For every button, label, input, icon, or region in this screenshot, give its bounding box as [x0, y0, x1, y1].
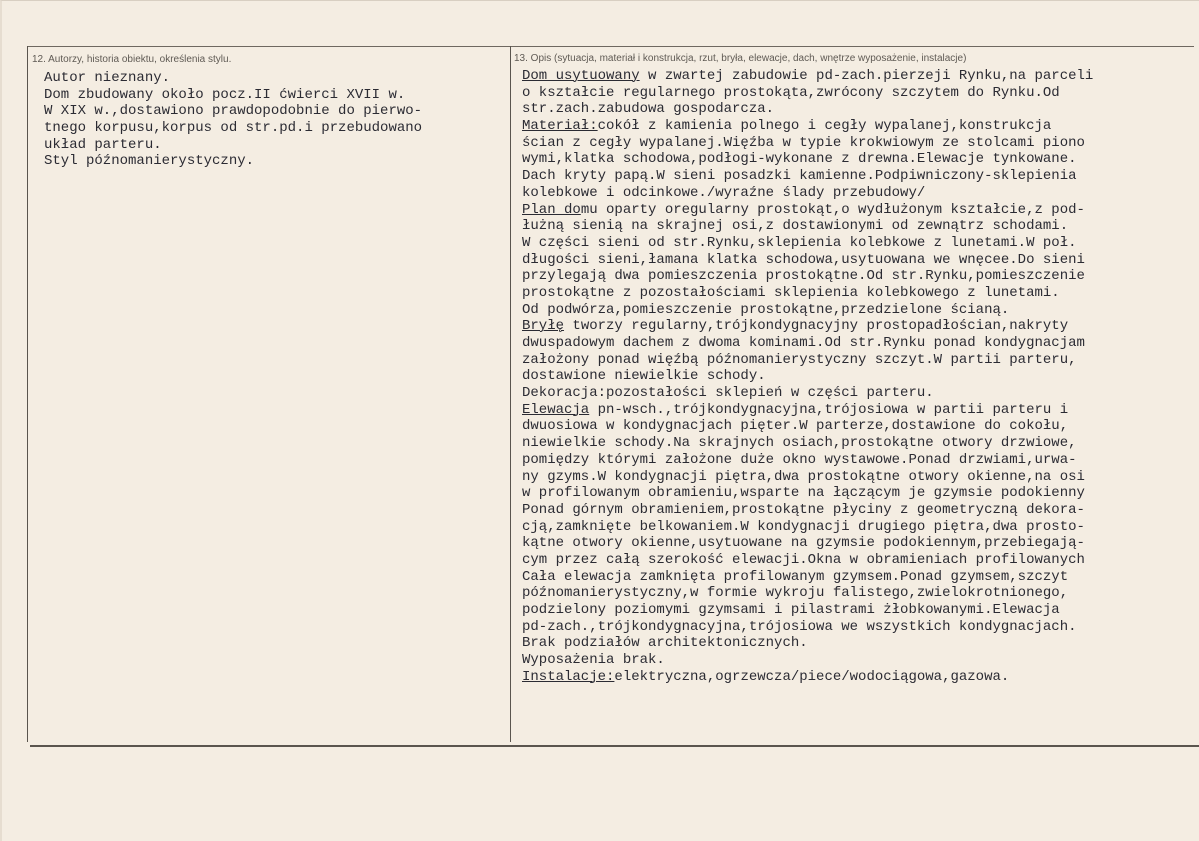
description-line — [522, 135, 1093, 152]
description-line — [522, 235, 1093, 252]
description-line-text: przylegają dwa pomieszczenia prostokątne.Od str.Rynku,pomieszczenie — [522, 268, 1085, 285]
description-line — [522, 185, 1093, 202]
description-line — [522, 118, 1093, 135]
description-line-text: cokół z kamienia polnego i cegły wypalanej,konstrukcja — [597, 118, 1052, 135]
description-line-text: prostokątne z pozostałościami sklepienia kolebkowego z lunetami. — [522, 284, 1060, 301]
description-line — [522, 502, 1093, 519]
description-line — [522, 85, 1093, 102]
description-line — [522, 635, 1093, 652]
section-13-caption: 13. Opis (sytuacja, materiał i konstrukcja, rzut, bryła, elewacje, dach, wnętrze wyposażenie, instalacje) — [514, 53, 967, 64]
description-line-text: Cała elewacja zamknięta profilowanym gzymsem.Ponad gzymsem,szczyt — [522, 568, 1069, 585]
description-line — [522, 335, 1093, 352]
history-line: układ parteru. — [44, 136, 162, 153]
history-line: Dom zbudowany około pocz.II ćwierci XVII w. — [44, 86, 406, 103]
description-line-text: kolebkowe i odcinkowe./wyraźne ślady przebudowy/ — [522, 184, 926, 201]
description-line-text: kątne otwory okienne,usytuowane na gzymsie podokiennym,przebiegają- — [522, 535, 1085, 552]
description-line — [522, 485, 1093, 502]
description-line-text: dwuspadowym dachem z dwoma kominami.Od str.Rynku ponad kondygnacjam — [522, 335, 1085, 351]
description-line — [522, 435, 1093, 452]
description-line — [522, 619, 1093, 636]
description-line-text: założony ponad więźbą późnomanierystyczny szczyt.W partii parteru, — [522, 351, 1077, 368]
history-line: W XIX w.,dostawiono prawdopodobnie do pierwo- — [44, 103, 423, 120]
description-line-text: elektryczna,ogrzewcza/piece/wodociągowa,gazowa. — [614, 668, 1010, 685]
description-line-text: Dekoracja:pozostałości sklepień w części parteru. — [522, 385, 934, 402]
description-line-text: pn-wsch.,trójkondygnacyjna,trójosiowa w partii parteru i — [589, 401, 1069, 418]
description-line-text: w profilowanym obramieniu,wsparte na łączącym je gzymsie podokienny — [522, 485, 1085, 502]
description-line — [522, 252, 1093, 269]
section-12-caption: 12. Autorzy, historia obiektu, określenia stylu. — [32, 54, 232, 65]
underlined-heading: Materiał: — [522, 118, 598, 135]
underlined-heading: Bryłę — [522, 318, 565, 335]
description-line — [522, 669, 1093, 686]
description-line-text: Brak podziałów architektonicznych. — [522, 635, 808, 652]
description-line — [522, 652, 1093, 669]
description-line — [522, 202, 1093, 219]
description-line — [522, 585, 1093, 602]
description-line-text: str.zach.zabudowa gospodarcza. — [522, 101, 775, 118]
top-rule — [28, 46, 1194, 47]
description-line-text: późnomanierystyczny,w formie wykroju falistego,zwielokrotnionego, — [522, 585, 1069, 602]
description-line — [522, 569, 1093, 586]
description-line — [522, 402, 1093, 419]
description-line — [522, 519, 1093, 536]
description-line-text: ny gzyms.W kondygnacji piętra,dwa prostokątne otwory okienne,na osi — [522, 468, 1085, 485]
history-line: Autor nieznany. — [44, 70, 171, 86]
description-line-text: Wyposażenia brak. — [522, 652, 665, 669]
description-line — [522, 68, 1093, 85]
underlined-heading: Plan do — [522, 201, 581, 218]
underlined-heading: Dom usytuowany — [522, 68, 640, 84]
description-line — [522, 352, 1093, 369]
description-line — [522, 552, 1093, 569]
description-line — [522, 368, 1093, 385]
description-line-text: cym przez całą szerokość elewacji.Okna w obramieniach profilowanych — [522, 551, 1085, 568]
description-line-text: łużną sienią na skrajnej osi,z dostawionymi od zewnątrz schodami. — [522, 218, 1069, 235]
description-line-text: podzielony poziomymi gzymsami i pilastrami żłobkowanymi.Elewacja — [522, 602, 1060, 618]
description-line — [522, 168, 1093, 185]
description-line — [522, 302, 1093, 319]
description-line-text: dwuosiowa w kondygnacjach pięter.W parterze,dostawione do cokołu, — [522, 418, 1069, 435]
description-line-text: wymi,klatka schodowa,podłogi-wykonane z drewna.Elewacje tynkowane. — [522, 151, 1077, 168]
description-line — [522, 385, 1093, 402]
description-line-text: tworzy regularny,trójkondygnacyjny prostopadłościan,nakryty — [564, 318, 1069, 335]
description-line — [522, 418, 1093, 435]
description-line-text: Od podwórza,pomieszczenie prostokątne,przedzielone ścianą. — [522, 301, 1010, 318]
description-line-text: niewielkie schody.Na skrajnych osiach,prostokątne otwory drzwiowe, — [522, 435, 1077, 452]
description-line-text: pomiędzy którymi założone duże okno wystawowe.Ponad drzwiami,urwa- — [522, 451, 1077, 468]
description-line — [522, 285, 1093, 302]
underlined-heading: Elewacja — [522, 401, 590, 418]
column-divider — [510, 46, 511, 742]
description-line-text: dostawione niewielkie schody. — [522, 368, 766, 385]
description-line-text: o kształcie regularnego prostokąta,zwrócony szczytem do Rynku.Od — [522, 84, 1060, 101]
left-rule — [27, 46, 28, 742]
description-line-text: W części sieni od str.Rynku,sklepienia kolebkowe z lunetami.W poł. — [522, 234, 1077, 251]
description-line-text: długości sieni,łamana klatka schodowa,usytuowana we wnęcee.Do sieni — [522, 251, 1085, 268]
description-line-text: cją,zamknięte belkowaniem.W kondygnacji drugiego piętra,dwa prosto- — [522, 518, 1085, 535]
description-line — [522, 268, 1093, 285]
description-line-text: Ponad górnym obramieniem,prostokątne płyciny z geometryczną dekora- — [522, 501, 1085, 518]
history-text — [44, 70, 422, 170]
description-line-text: Dach kryty papą.W sieni posadzki kamienne.Podpiwniczony-sklepienia — [522, 168, 1077, 185]
description-line — [522, 535, 1093, 552]
description-line-text: ścian z cegły wypalanej.Więźba w typie krokwiowym ze stolcami piono — [522, 134, 1085, 151]
description-line-text: pd-zach.,trójkondygnacyjna,trójosiowa we wszystkich kondygnacjach. — [522, 618, 1077, 635]
description-line-text: w zwartej zabudowie pd-zach.pierzeji Rynku,na parceli — [639, 68, 1094, 84]
description-line-text: mu oparty oregularny prostokąt,o wydłużonym kształcie,z pod- — [580, 201, 1085, 218]
history-line: tnego korpusu,korpus od str.pd.i przebudowano — [44, 120, 423, 137]
description-line — [522, 218, 1093, 235]
description-line — [522, 318, 1093, 335]
underlined-heading: Instalacje: — [522, 668, 615, 685]
bottom-rule — [30, 745, 1199, 747]
description-line — [522, 602, 1093, 619]
description-line — [522, 452, 1093, 469]
history-line: Styl późnomanierystyczny. — [44, 153, 255, 170]
description-text — [522, 68, 1093, 685]
description-line — [522, 101, 1093, 118]
description-line — [522, 469, 1093, 486]
description-line — [522, 151, 1093, 168]
